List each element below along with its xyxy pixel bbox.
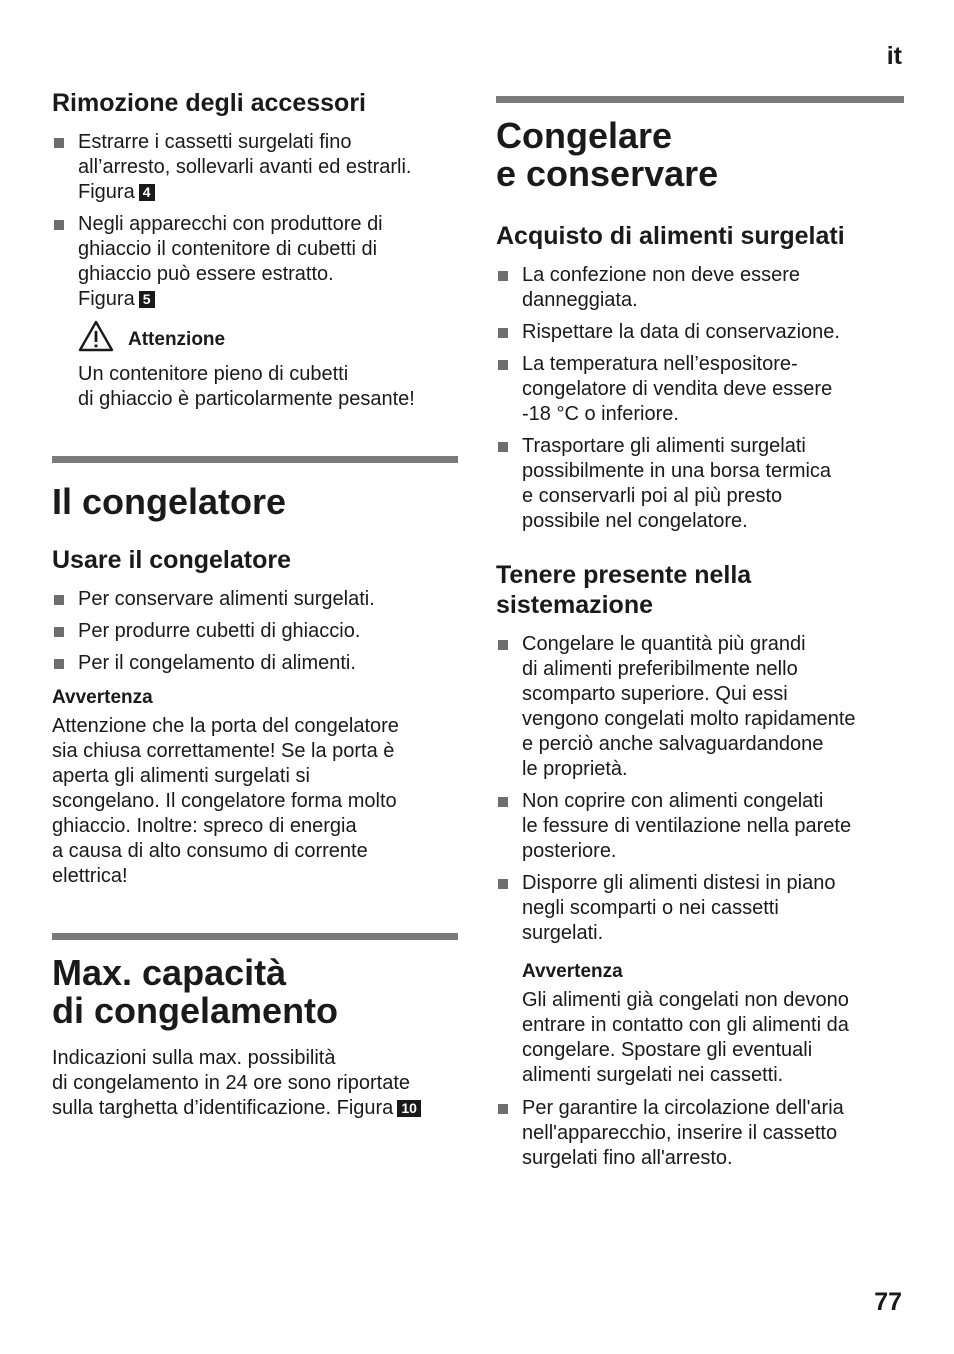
bullet-icon	[498, 442, 508, 452]
bullet-icon	[498, 271, 508, 281]
list-item: Trasportare gli alimenti surgelati possibilmente in una borsa termica e conservarli poi al più presto possibile nel congelatore.	[496, 434, 904, 534]
final-list	[496, 1096, 904, 1171]
language-indicator: it	[886, 42, 902, 70]
bullet-icon	[498, 328, 508, 338]
list-item: Estrarre i cassetti surgelati fino all’arresto, sollevarli avanti ed estrarli. Figura 4	[52, 130, 458, 205]
sistemazione-list	[496, 632, 904, 946]
section-divider	[52, 933, 458, 940]
list-item: La confezione non deve essere danneggiata.	[496, 263, 904, 313]
bullet-icon	[498, 879, 508, 889]
figure-reference-badge: 10	[397, 1100, 421, 1117]
rimozione-list	[52, 130, 458, 312]
section-divider	[52, 456, 458, 463]
section-title-congelatore: Il congelatore	[52, 481, 287, 522]
list-item: Rispettare la data di conservazione.	[496, 320, 904, 345]
warning-text: Un contenitore pieno di cubetti di ghiaccio è particolarmente pesante!	[78, 363, 415, 410]
subsection-title-usare: Usare il congelatore	[52, 546, 291, 574]
warning-box	[78, 320, 458, 412]
section-title-rimozione: Rimozione degli accessori	[52, 89, 366, 117]
section-title-capacita: Max. capacità di congelamento	[52, 952, 339, 1031]
page-number: 77	[874, 1288, 902, 1316]
figure-reference-badge: 5	[139, 291, 155, 308]
figure-reference-badge: 4	[139, 184, 155, 201]
acquisto-list	[496, 263, 904, 534]
warning-title: Attenzione	[128, 329, 226, 350]
list-item: Disporre gli alimenti distesi in piano negli scomparti o nei cassetti surgelati.	[496, 871, 904, 946]
note-title: Avvertenza	[52, 687, 153, 708]
list-item: Per garantire la circolazione dell'aria nell'apparecchio, inserire il cassetto surgelati fino all'arresto.	[496, 1096, 904, 1171]
bullet-icon	[498, 797, 508, 807]
bullet-icon	[498, 360, 508, 370]
subsection-title-acquisto: Acquisto di alimenti surgelati	[496, 222, 845, 250]
bullet-icon	[54, 659, 64, 669]
note-title: Avvertenza	[522, 961, 623, 982]
note-text: Attenzione che la porta del congelatore sia chiusa correttamente! Se la porta è aperta gli alimenti surgelati si scongelano. Il congelatore forma molto ghiaccio. Inoltre: spreco di energia a causa di alto consumo di corrente elettrica!	[52, 715, 399, 887]
warning-triangle-icon	[78, 320, 114, 352]
list-item: Per il congelamento di alimenti.	[52, 651, 458, 676]
list-item: Per conservare alimenti surgelati.	[52, 587, 458, 612]
note-text: Gli alimenti già congelati non devono entrare in contatto con gli alimenti da congelare. Spostare gli eventuali alimenti surgelati nei cassetti.	[522, 989, 849, 1086]
capacita-text: Indicazioni sulla max. possibilità di congelamento in 24 ore sono riportate sulla targhetta d’identificazione. Figura 10	[52, 1046, 458, 1121]
bullet-icon	[54, 138, 64, 148]
bullet-icon	[498, 1104, 508, 1114]
left-column	[52, 88, 458, 1121]
bullet-icon	[54, 595, 64, 605]
list-item: Negli apparecchi con produttore di ghiaccio il contenitore di cubetti di ghiaccio può essere estratto. Figura 5	[52, 212, 458, 312]
bullet-icon	[498, 640, 508, 650]
list-item: Congelare le quantità più grandi di alimenti preferibilmente nello scomparto superiore. Qui essi vengono congelati molto rapidamente e perciò anche salvaguardandone le proprietà.	[496, 632, 904, 782]
list-item: Non coprire con alimenti congelati le fessure di ventilazione nella parete posteriore.	[496, 789, 904, 864]
list-item: La temperatura nell’espositore- congelatore di vendita deve essere -18 °C o inferiore.	[496, 352, 904, 427]
bullet-icon	[54, 220, 64, 230]
right-column	[496, 96, 904, 1178]
section-divider	[496, 96, 904, 103]
note-box	[522, 960, 904, 1088]
subsection-title-sistemazione: Tenere presente nella sistemazione	[496, 561, 752, 619]
usare-list	[52, 587, 458, 676]
bullet-icon	[54, 627, 64, 637]
section-title-congelare: Congelare e conservare	[496, 115, 719, 194]
list-item: Per produrre cubetti di ghiaccio.	[52, 619, 458, 644]
